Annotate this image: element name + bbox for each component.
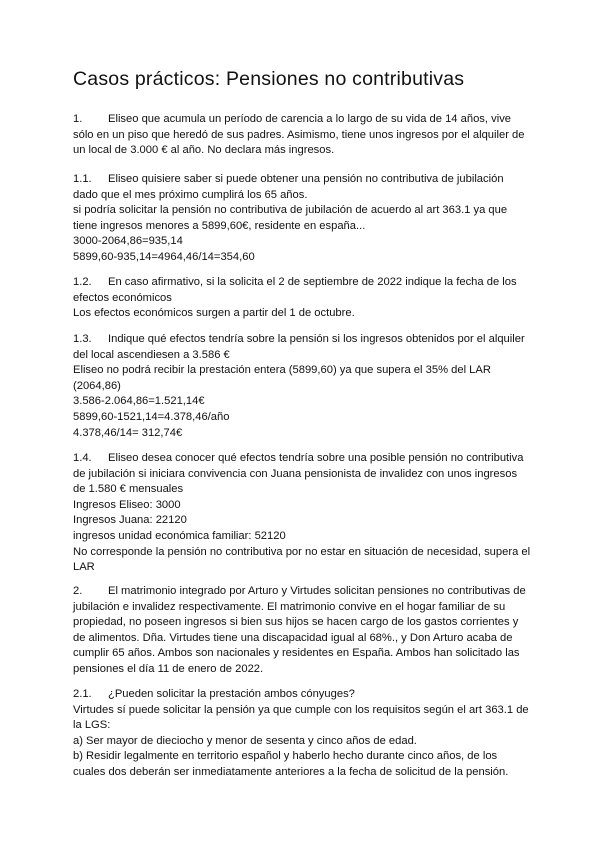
question-text: dado que el mes próximo cumplirá los 65 años. [73,188,308,201]
question-text: del local ascendiesen a 3.586 € [73,348,230,361]
answer-text: Ingresos Eliseo: 3000 [73,498,181,511]
question-text: sólo en un piso que heredó de sus padres. Asimismo, tiene unos ingresos por el alquiler de [73,128,525,141]
answer-text: Ingresos Juana: 22120 [73,514,187,527]
answer-text: LAR [73,561,95,574]
question-text: pensiones el día 11 de enero de 2022. [73,662,264,675]
question-text: En caso afirmativo, si la solicita el 2 de septiembre de 2022 indique la fecha de los [108,276,517,288]
answer-text: tiene ingresos menores a 5899,60€, residente en españa... [73,219,366,232]
answer-text: No corresponde la pensión no contributiva por no estar en situación de necesidad, supera el [73,545,531,558]
answer-text: Virtudes sí puede solicitar la pensión ya que cumple con los requisitos según el art 363.1 de [73,703,529,716]
question-2-1 [73,687,535,781]
answer-text: Los efectos económicos surgen a partir del 1 de octubre. [73,307,355,320]
question-1-4 [73,451,535,576]
answer-calculation: 5899,60-935,14=4964,46/14=354,60 [73,250,255,263]
answer-list-item: b) Residir legalmente en territorio español y haberlo hecho durante cinco años, de los [73,750,498,763]
question-2 [73,584,535,678]
question-number: 1.4. [73,452,92,464]
answer-text: la LGS: [73,719,111,732]
answer-calculation: 4.378,46/14= 312,74€ [73,426,183,439]
question-text: Indique qué efectos tendría sobre la pensión si los ingresos obtenidos por el alquiler [108,333,525,345]
answer-calculation: 3000-2064,86=935,14 [73,235,183,248]
question-text: de alimentos. Dña. Virtudes tiene una discapacidad igual al 68%., y Don Arturo acaba de [73,631,513,644]
question-number: 2. [73,585,83,597]
question-text: efectos económicos [73,291,172,304]
answer-list-item: cuales dos deberán ser inmediatamente anteriores a la fecha de solicitud de la pensión. [73,765,509,778]
answer-text: Eliseo no podrá recibir la prestación entera (5899,60) ya que supera el 35% del LAR [73,364,491,377]
document-title: Casos prácticos: Pensiones no contributivas [73,68,465,90]
question-1-1 [73,172,535,266]
answer-calculation: 3.586-2.064,86=1.521,14€ [73,395,205,408]
question-number: 1.3. [73,333,92,345]
question-number: 1.2. [73,276,92,288]
answer-text: ingresos unidad económica familiar: 52120 [73,529,286,542]
question-text: cumplir 65 años. Ambos son nacionales y residentes en España. Ambos han solicitado las [73,647,520,660]
question-text: ¿Pueden solicitar la prestación ambos cónyuges? [108,688,355,700]
answer-text: si podría solicitar la pensión no contributiva de jubilación de acuerdo al art 363.1 ya que [73,204,508,217]
question-text: propiedad, no poseen ingresos si bien sus hijos se hacen cargo de los gastos corrientes y [73,616,519,629]
question-text: Eliseo desea conocer qué efectos tendría sobre una posible pensión no contributiva [108,452,524,464]
question-number: 2.1. [73,688,92,700]
question-1-3 [73,332,535,441]
question-text: Eliseo que acumula un período de carencia a lo largo de su vida de 14 años, vive [108,113,512,125]
answer-calculation: 5899,60-1521,14=4.378,46/año [73,410,230,423]
question-1-2 [73,275,535,322]
question-text: un local de 3.000 € al año. No declara más ingresos. [73,144,335,157]
question-text: El matrimonio integrado por Arturo y Virtudes solicitan pensiones no contributivas de [108,585,526,597]
answer-list-item: a) Ser mayor de dieciocho y menor de sesenta y cinco años de edad. [73,734,417,747]
question-text: de jubilación si iniciara convivencia con Juana pensionista de invalidez con unos ingresos [73,467,518,480]
question-number: 1.1. [73,173,92,185]
question-1 [73,112,535,159]
question-text: jubilación e invalidez respectivamente. El matrimonio convive en el hogar familiar de su [73,600,506,613]
question-text: Eliseo quisiere saber si puede obtener una pensión no contributiva de jubilación [108,173,504,185]
answer-text: (2064,86) [73,379,121,392]
question-number: 1. [73,113,83,125]
question-text: de 1.580 € mensuales [73,483,184,496]
